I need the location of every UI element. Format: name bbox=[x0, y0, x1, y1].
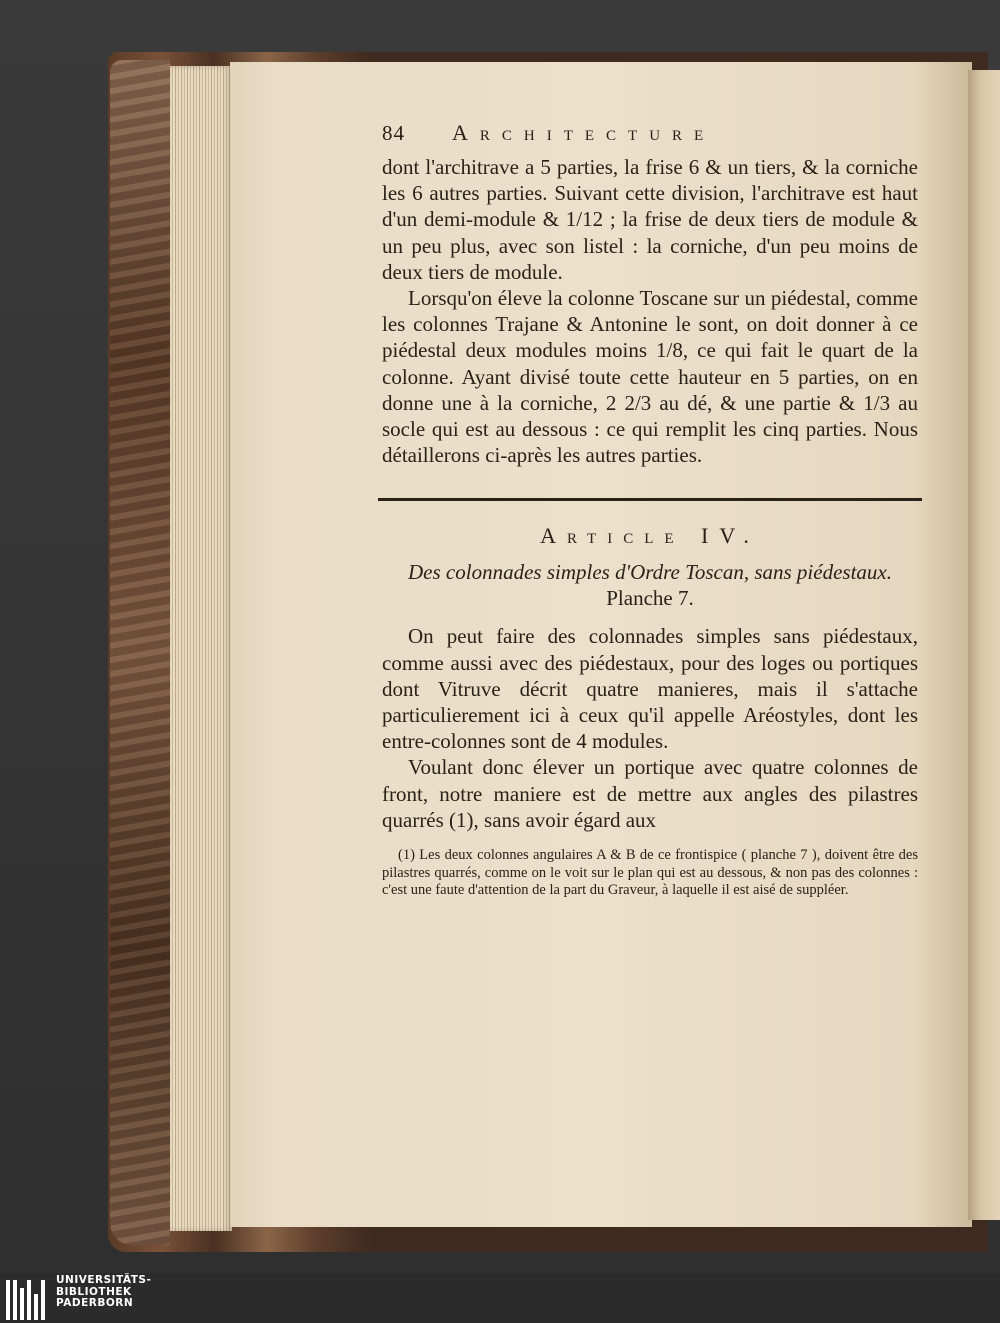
running-title: Architecture bbox=[452, 120, 716, 145]
paragraph: Lorsqu'on éleve la colonne Toscane sur un piédestal, comme les colonnes Trajane & Antonine le sont, on doit donner à ce piédestal deux modules moins 1/8, ce qui fait le quart de la colonne. Ayant divisé toute cette hauteur en 5 parties, on en donne une à la corniche, 2 2/3 au dé, & une partie & 1/3 au socle qui est au dessous : ce qui remplit les cinq parties. Nous détaillerons ci-après les autres parties. bbox=[382, 286, 918, 468]
section-rule bbox=[378, 498, 922, 501]
article-subtitle-text: Des colonnades simples d'Ordre Toscan, sans piédestaux. bbox=[408, 560, 892, 585]
page-number: 84 bbox=[382, 121, 405, 145]
paragraph: On peut faire des colonnades simples sans piédestaux, comme aussi avec des piédestaux, pour des loges ou portiques dont Vitruve décrit quatre manieres, mais il s'attache particulierement ici à ceux qu'il appelle Aréostyles, dont les entre-colonnes sont de 4 modules. bbox=[382, 624, 918, 754]
library-name-line: BIBLIOTHEK bbox=[56, 1285, 132, 1298]
page-text bbox=[382, 120, 918, 914]
library-logo-icon bbox=[6, 1276, 48, 1320]
page-edges bbox=[170, 66, 232, 1231]
plate-reference: Planche 7. bbox=[606, 586, 694, 611]
running-head bbox=[382, 120, 918, 154]
paragraph: Voulant donc élever un portique avec quatre colonnes de front, notre maniere est de mettre aux angles des pilastres quarrés (1), sans avoir égard aux bbox=[382, 755, 918, 832]
facing-page-edge bbox=[968, 70, 1000, 1220]
article-subtitle bbox=[382, 559, 918, 611]
paragraph: dont l'architrave a 5 parties, la frise 6 & un tiers, & la corniche les 6 autres parties. Suivant cette division, l'architrave est haut d'un demi-module & 1/12 ; la frise de deux tiers de module & un peu plus, avec son listel : la corniche, d'un peu moins de deux tiers de module. bbox=[382, 155, 918, 284]
library-name-line: PADERBORN bbox=[56, 1297, 134, 1309]
library-name-line: UNIVERSITÄTS- bbox=[56, 1274, 152, 1286]
leather-spine bbox=[110, 60, 170, 1245]
footnote: (1) Les deux colonnes angulaires A & B de ce frontispice ( planche 7 ), doivent être des pilastres quarrés, comme on le voit sur le plan qui est au dessous, & non pas des colonnes : c'est une faute d'attention de la part du Graveur, à laquelle il est aisé de suppléer. bbox=[382, 847, 918, 899]
article-heading: Article IV. bbox=[540, 523, 760, 549]
library-name bbox=[56, 1275, 151, 1310]
